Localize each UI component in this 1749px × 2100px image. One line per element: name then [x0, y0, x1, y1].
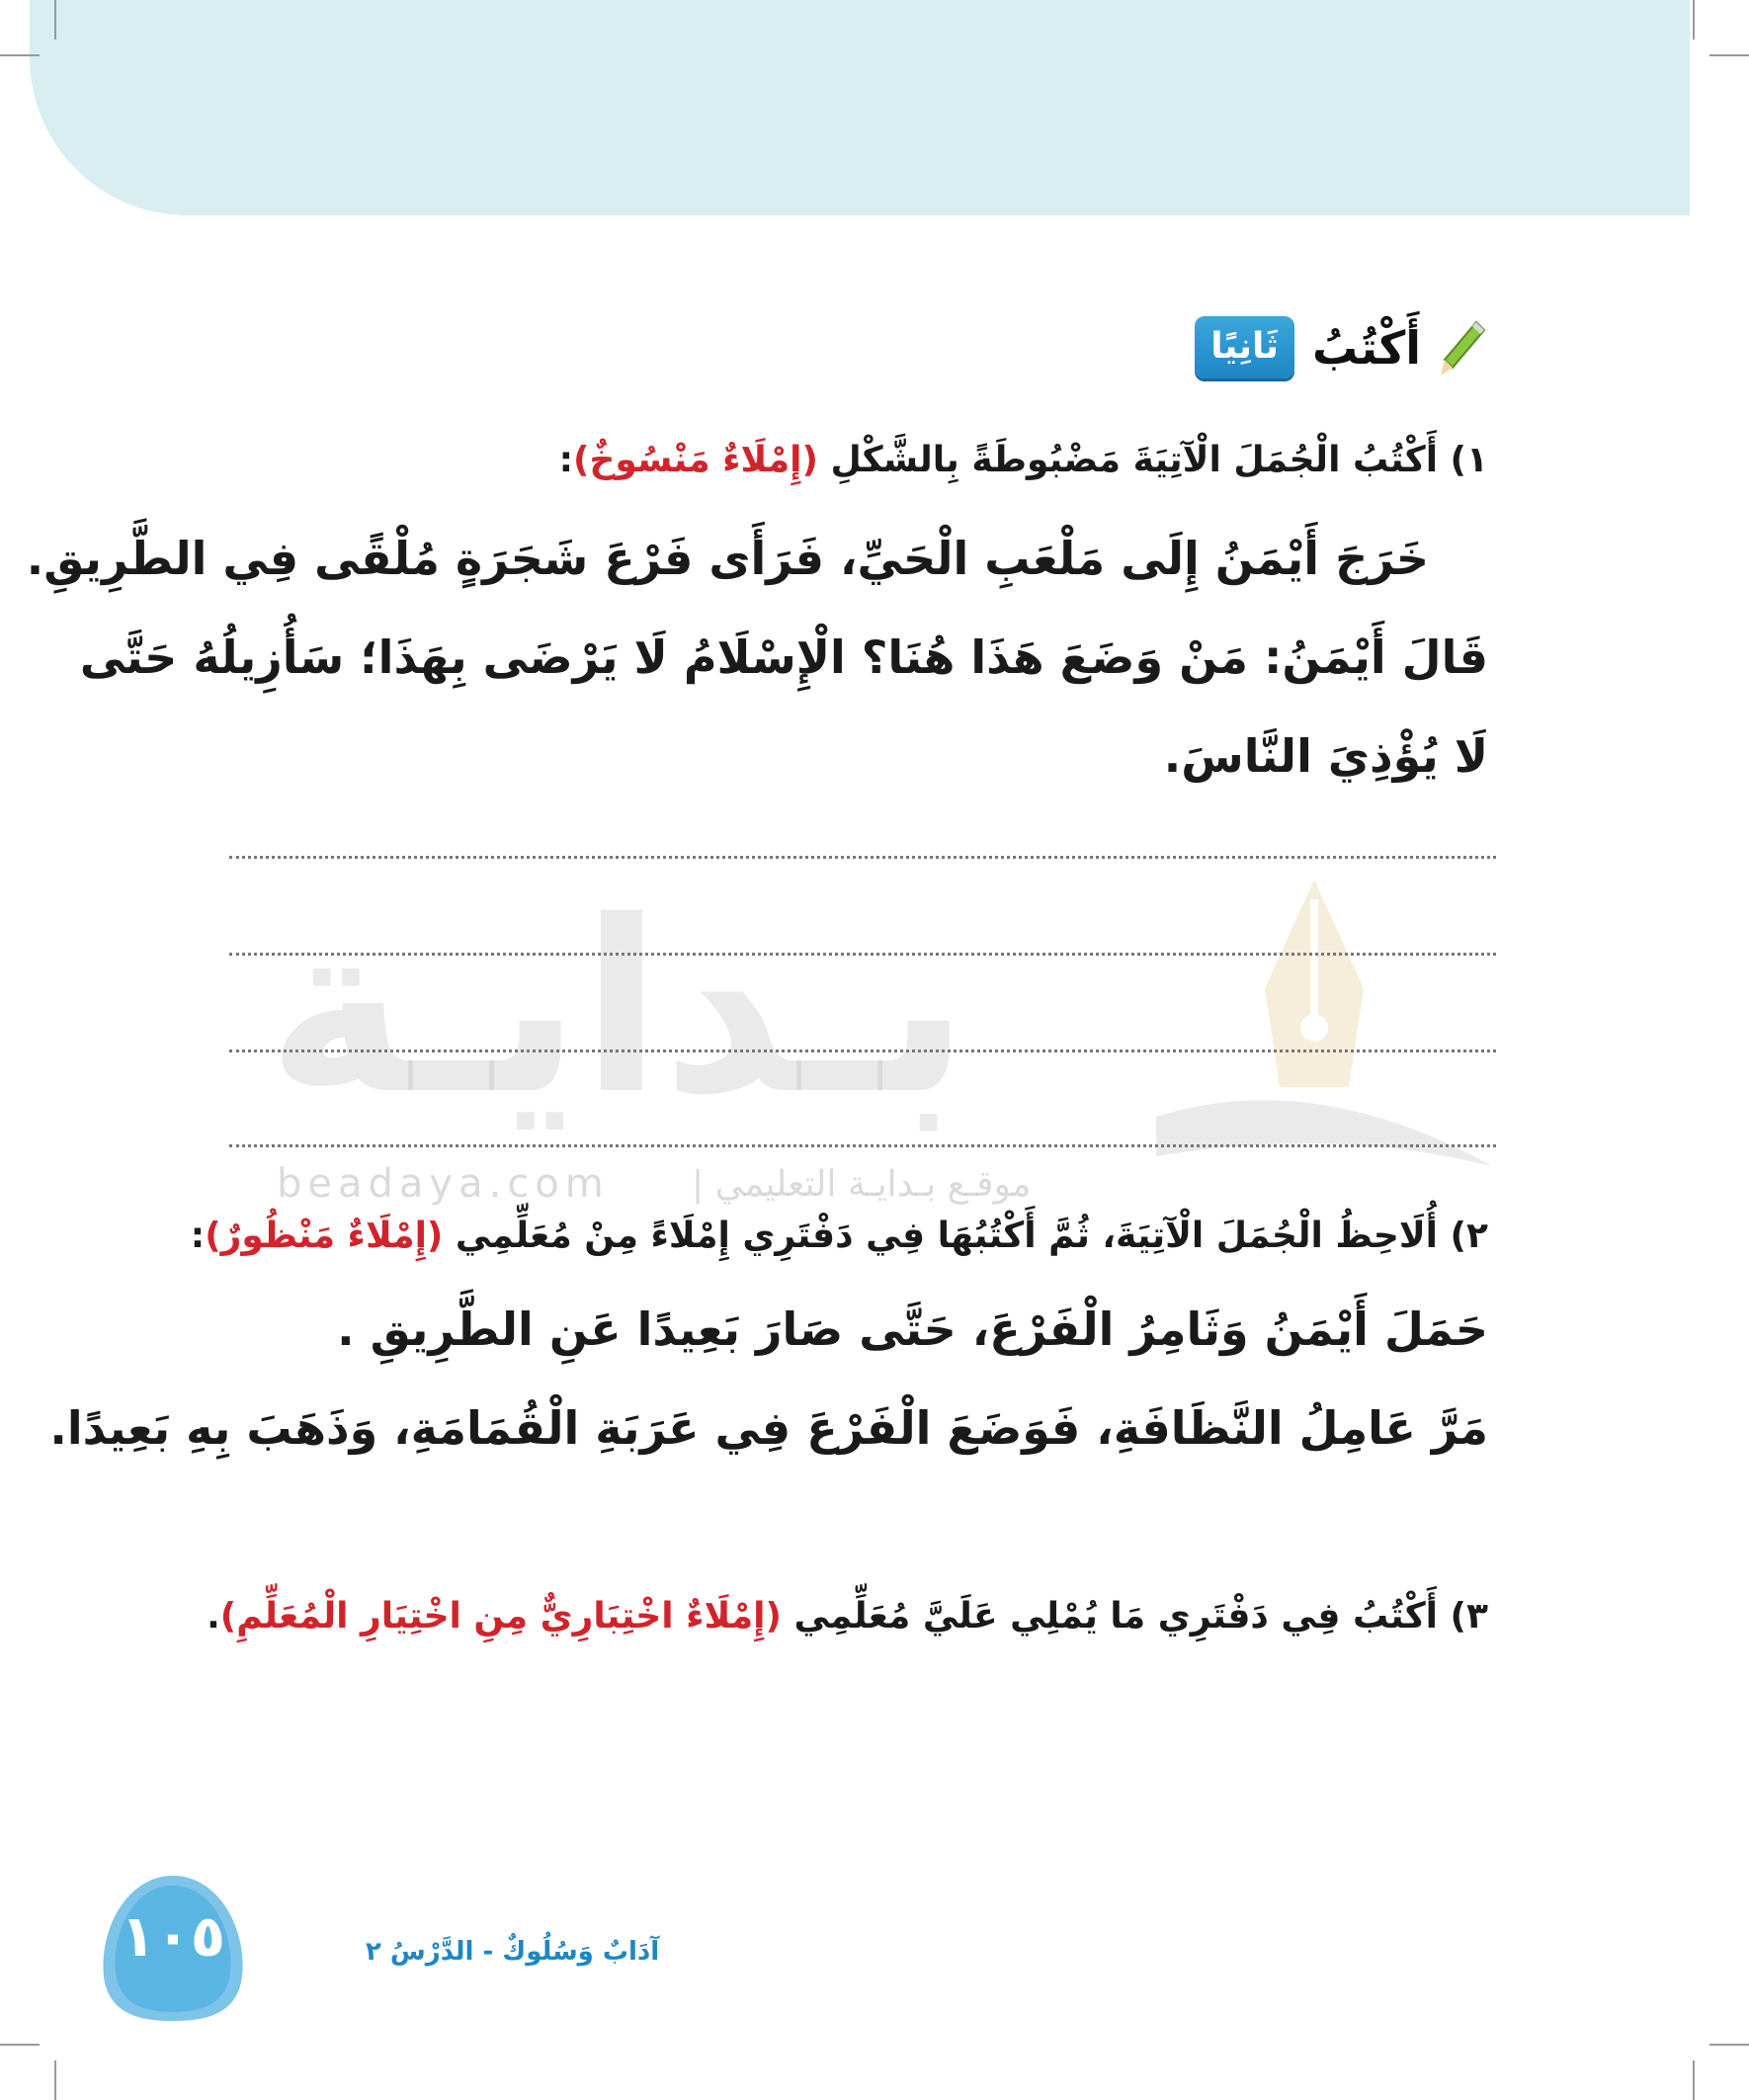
question-2 [191, 1216, 1488, 1256]
crop-mark [0, 2044, 40, 2046]
writing-line[interactable] [229, 1144, 1496, 1147]
watermark-url: beadaya.com [277, 1161, 610, 1207]
pencil-icon [1439, 318, 1488, 378]
crop-mark [54, 0, 56, 40]
question-3-type: (إِمْلَاءٌ اخْتِبَارِيٌّ مِنِ اخْتِيَارِ الْمُعَلِّمِ) [219, 1596, 782, 1637]
writing-line[interactable] [229, 856, 1496, 859]
question-3-end: . [207, 1596, 220, 1637]
crop-mark [54, 2060, 56, 2100]
question-1-type: (إِمْلَاءٌ مَنْسُوخٌ) [573, 440, 818, 480]
writing-line[interactable] [229, 953, 1496, 956]
page-number: ١٠٥ [120, 1902, 226, 1970]
header-banner [30, 0, 1690, 215]
question-2-text: ٢) أُلَاحِظُ الْجُمَلَ الْآتِيَةَ، ثُمَّ أَكْتُبُهَا فِي دَفْتَرِي إِمْلَاءً مِنْ مُعَلِّمِي [455, 1216, 1488, 1256]
section-heading [1195, 316, 1488, 378]
watermark-logo: بـدايـة [267, 870, 969, 1146]
q1-line: لَا يُؤْذِيَ النَّاسَ. [1163, 729, 1488, 783]
crop-mark [1693, 2060, 1695, 2100]
q2-line: حَمَلَ أَيْمَنُ وَثَامِرُ الْفَرْعَ، حَتَّى صَارَ بَعِيدًا عَنِ الطَّرِيقِ . [337, 1302, 1488, 1356]
section-title: أَكْتُبُ [1312, 320, 1421, 375]
question-1-end: : [558, 440, 574, 480]
question-1-text: ١) أَكْتُبُ الْجُمَلَ الْآتِيَةَ مَضْبُوطَةً بِالشَّكْلِ [830, 440, 1488, 480]
question-3-text: ٣) أَكْتُبُ فِي دَفْتَرِي مَا يُمْلِي عَلَيَّ مُعَلِّمِي [793, 1596, 1488, 1637]
q1-line: قَالَ أَيْمَنُ: مَنْ وَضَعَ هَذَا هُنَا؟ الْإِسْلَامُ لَا يَرْضَى بِهَذَا؛ سَأُزِيلُهُ حَتَّى [79, 630, 1488, 684]
crop-mark [1693, 0, 1695, 40]
section-badge: ثَانِيًا [1195, 316, 1294, 378]
right-margin [1690, 0, 1749, 2100]
footer-lesson: آدَابٌ وَسُلُوكٌ - الدَّرْسُ ٢ [366, 1937, 660, 1967]
question-2-type: (إِمْلَاءٌ مَنْظُورٌ) [205, 1216, 444, 1256]
question-2-end: : [190, 1216, 206, 1256]
watermark-site: موقـع بـدايـة التعليمي | [692, 1164, 1032, 1205]
question-1 [559, 440, 1488, 480]
crop-mark [1709, 54, 1749, 56]
crop-mark [0, 54, 40, 56]
crop-mark [1709, 2044, 1749, 2046]
q2-line: مَرَّ عَامِلُ النَّظَافَةِ، فَوَضَعَ الْفَرْعَ فِي عَرَبَةِ الْقُمَامَةِ، وَذَهَبَ بِهِ بَعِيدًا. [49, 1401, 1488, 1455]
q1-line: خَرَجَ أَيْمَنُ إِلَى مَلْعَبِ الْحَيِّ، فَرَأَى فَرْعَ شَجَرَةٍ مُلْقًى فِي الطَّرِيقِ. [26, 532, 1429, 585]
writing-line[interactable] [229, 1050, 1496, 1052]
question-3 [207, 1596, 1488, 1637]
